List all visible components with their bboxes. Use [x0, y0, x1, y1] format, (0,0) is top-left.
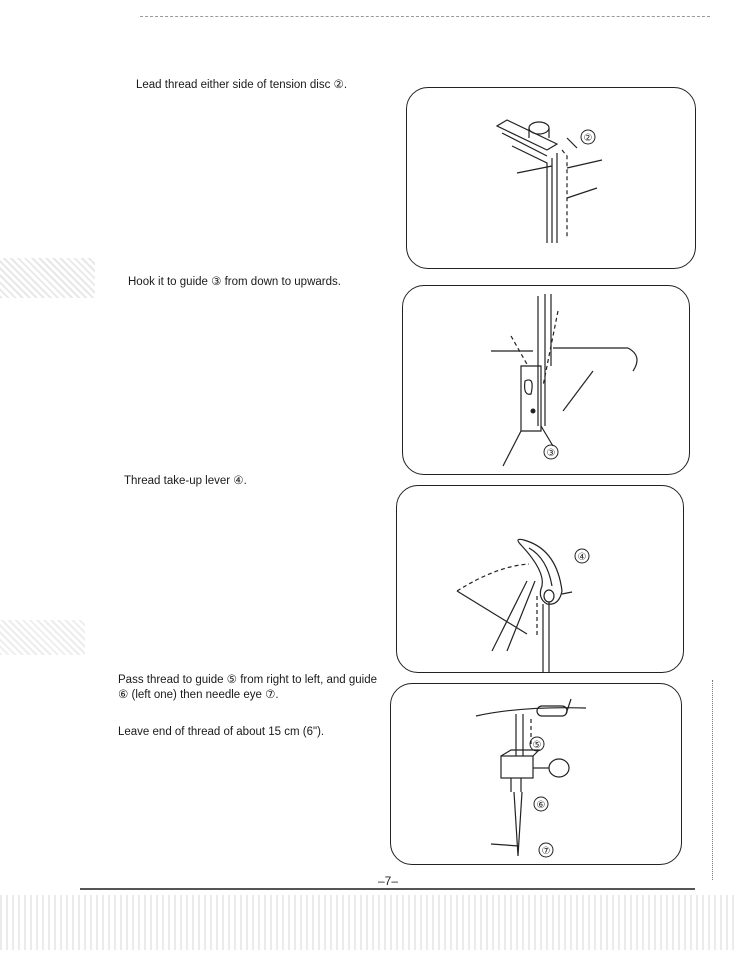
step-2-text: Hook it to guide ③ from down to upwards.	[128, 276, 341, 288]
callout-5: ⑤	[532, 740, 542, 751]
take-up-lever-drawing	[397, 486, 683, 672]
illustration-tension-disc	[406, 87, 696, 269]
illustration-take-up-lever	[396, 485, 684, 673]
guide-3-drawing	[403, 286, 689, 474]
scan-artifact	[0, 258, 95, 298]
callout-7: ⑦	[541, 846, 551, 857]
step-3-text: Thread take-up lever ④.	[124, 475, 247, 487]
bottom-rule	[80, 888, 695, 890]
step-4-note: Leave end of thread of about 15 cm (6").	[118, 726, 325, 738]
top-rule	[140, 16, 710, 17]
illustration-guide-3	[402, 285, 690, 475]
needle-eye-drawing	[391, 684, 681, 864]
page-number: –7–	[378, 874, 399, 888]
scan-artifact	[0, 895, 738, 950]
scan-artifact	[0, 620, 85, 655]
callout-3: ③	[546, 448, 556, 459]
scan-edge	[712, 680, 713, 880]
callout-2: ②	[583, 133, 593, 144]
callout-4: ④	[577, 552, 587, 563]
callout-6: ⑥	[536, 800, 546, 811]
step-4-text: Pass thread to guide ⑤ from right to left, and guide ⑥ (left one) then needle eye ⑦.	[118, 674, 377, 701]
illustration-needle-eye	[390, 683, 682, 865]
step-1-text: Lead thread either side of tension disc ②.	[136, 79, 348, 91]
tension-disc-drawing	[407, 88, 695, 268]
